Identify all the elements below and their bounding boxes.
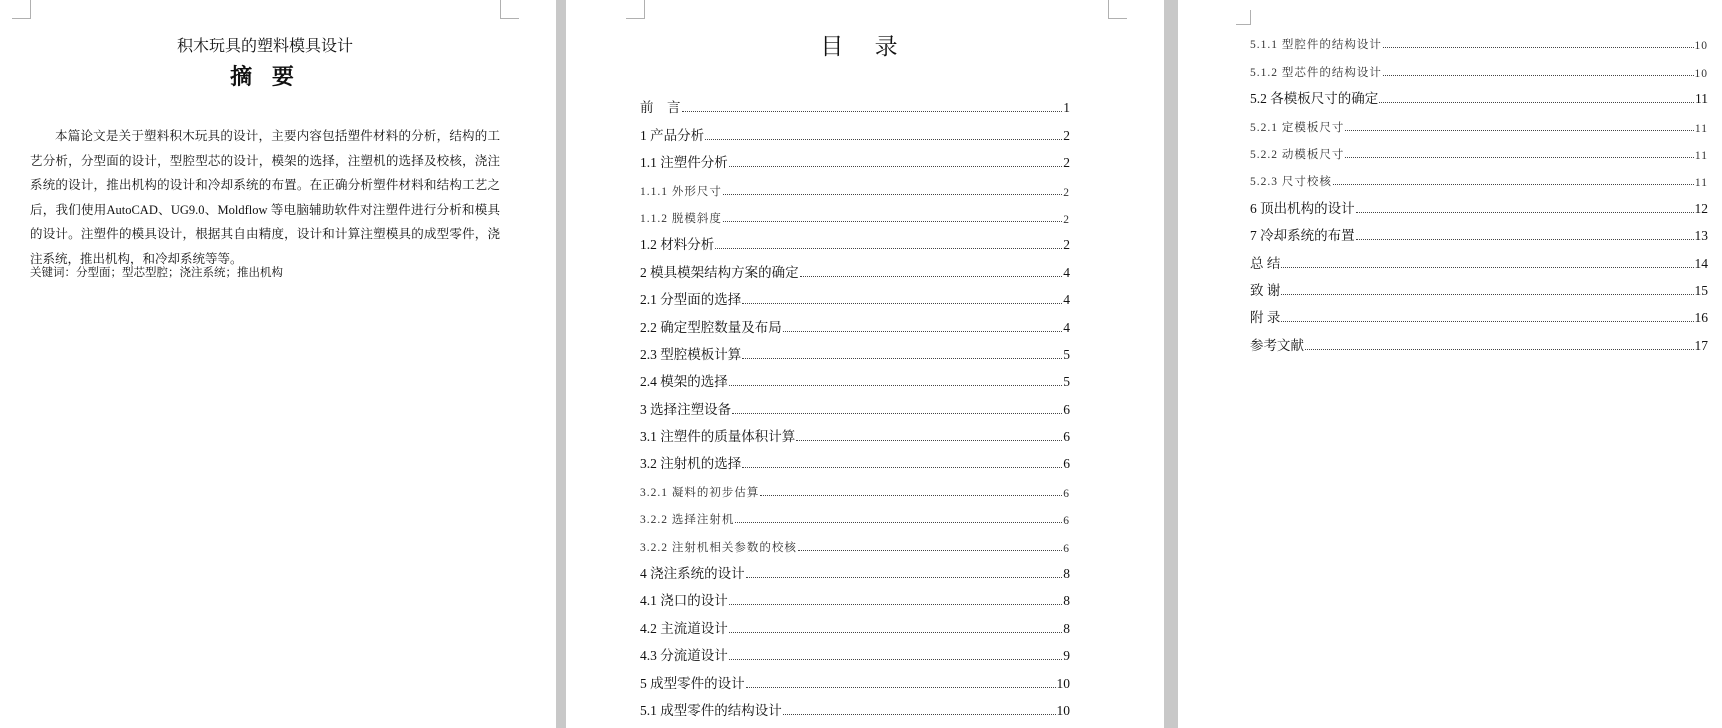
- toc-dot-leader: [705, 139, 1062, 140]
- toc-entry-page: 11: [1695, 91, 1708, 107]
- toc-entry-page: 6: [1063, 456, 1070, 472]
- margin-corner-mark: [1108, 0, 1127, 19]
- toc-entry-page: 11: [1694, 149, 1708, 162]
- toc-dot-leader: [1281, 267, 1693, 268]
- toc-dot-leader: [1356, 239, 1694, 240]
- toc-entry-label: 参考文献: [1250, 337, 1304, 353]
- toc-entry-label: 2.3 型腔模板计算: [640, 346, 742, 362]
- toc-dot-leader: [746, 577, 1063, 578]
- toc-entry-label: 5.2.2 动模板尺寸: [1250, 148, 1345, 161]
- toc-entry-label: 5.2.1 定模板尺寸: [1250, 121, 1345, 134]
- toc-entry[interactable]: [1250, 25, 1708, 52]
- toc-entry-label: 5.1 成型零件的结构设计: [640, 702, 782, 718]
- toc-dot-leader: [732, 413, 1062, 414]
- toc-entry[interactable]: [640, 500, 1070, 527]
- toc-entry[interactable]: [640, 308, 1070, 335]
- toc-entry-page: 2: [1063, 237, 1070, 253]
- toc-entry-page: 10: [1694, 40, 1708, 53]
- toc-entry-page: 8: [1063, 620, 1070, 636]
- toc-entry-label: 3.2.2 注射机相关参数的校核: [640, 541, 797, 554]
- toc-entry-page: 15: [1694, 282, 1708, 298]
- toc-entry[interactable]: [640, 609, 1070, 636]
- toc-entry-page: 1: [1063, 100, 1070, 116]
- toc-entry-label: 5.1.2 型芯件的结构设计: [1250, 66, 1382, 79]
- toc-entry-label: 2.1 分型面的选择: [640, 292, 742, 308]
- toc-entry-page: 6: [1063, 487, 1070, 500]
- toc-entry[interactable]: [640, 144, 1070, 171]
- toc-dot-leader: [783, 331, 1063, 332]
- page-gutter: [1164, 0, 1178, 728]
- toc-entry-label: 1.1.2 脱模斜度: [640, 212, 722, 225]
- toc-dot-leader: [729, 632, 1063, 633]
- toc-entry[interactable]: [640, 445, 1070, 472]
- toc-dot-leader: [1379, 102, 1694, 103]
- toc-entry-label: 3.2.1 凝料的初步估算: [640, 486, 760, 499]
- margin-corner-mark: [12, 0, 31, 19]
- page-abstract: [0, 0, 556, 728]
- toc-entry[interactable]: [640, 253, 1070, 280]
- toc-entry-label: 4.2 主流道设计: [640, 620, 728, 636]
- toc-entry[interactable]: [1250, 189, 1708, 216]
- toc-entry-page: 2: [1063, 155, 1070, 171]
- toc-entry-page: 2: [1063, 186, 1070, 199]
- toc-entry-page: 6: [1063, 515, 1070, 528]
- toc-dot-leader: [1305, 349, 1694, 350]
- toc-entry-page: 17: [1694, 337, 1708, 353]
- toc-dot-leader: [742, 467, 1062, 468]
- keywords-line: 关键词：分型面；型芯型腔；浇注系统；推出机构: [30, 265, 283, 279]
- toc-entry[interactable]: [640, 363, 1070, 390]
- toc-entry[interactable]: [640, 472, 1070, 499]
- toc-dot-leader: [760, 495, 1062, 496]
- toc-entry[interactable]: [1250, 162, 1708, 189]
- toc-dot-leader: [723, 221, 1062, 222]
- toc-entry-page: 16: [1694, 310, 1708, 326]
- toc-entry[interactable]: [640, 390, 1070, 417]
- toc-entry-page: 10: [1056, 702, 1070, 718]
- toc-entry-label: 附 录: [1250, 310, 1281, 326]
- toc-entry-label: 2 模具模架结构方案的确定: [640, 264, 799, 280]
- toc-entry-page: 12: [1694, 200, 1708, 216]
- toc-dot-leader: [682, 111, 1063, 112]
- toc-entry[interactable]: [640, 582, 1070, 609]
- toc-dot-leader: [729, 659, 1063, 660]
- toc-entry-label: 7 冷却系统的布置: [1250, 228, 1355, 244]
- toc-entry-page: 10: [1056, 675, 1070, 691]
- toc-dot-leader: [798, 550, 1062, 551]
- toc-dot-leader: [796, 440, 1062, 441]
- toc-entry[interactable]: [1250, 217, 1708, 244]
- toc-entry-page: 6: [1063, 401, 1070, 417]
- abstract-body: 本篇论文是关于塑料积木玩具的设计，主要内容包括塑件材料的分析，结构的工艺分析，分型面的设计，型腔型芯的设计，模架的选择，注塑机的选择及校核，浇注系统的设计，推出机构的设计和冷却系统的布置。在正确分析塑件材料和结构工艺之后，我们使用AutoCAD、UG9.0、Moldflow 等电脑辅助软件对注塑件进行分析和模具的设计。注塑件的模具设计，根据其自由精度，设计和计算注塑模具的成型零件，浇注系统，推出机构，和冷却系统等等。: [30, 129, 500, 266]
- toc-entry-page: 2: [1063, 127, 1070, 143]
- toc-entry[interactable]: [1250, 272, 1708, 299]
- toc-entry[interactable]: [1250, 326, 1708, 353]
- page-toc-continued: [1178, 0, 1722, 728]
- toc-entry[interactable]: [1250, 135, 1708, 162]
- toc-entry[interactable]: [640, 199, 1070, 226]
- toc-entry-label: 5.1.1 型腔件的结构设计: [1250, 39, 1382, 52]
- toc-entry[interactable]: [640, 637, 1070, 664]
- toc-entry-label: 1.2 材料分析: [640, 237, 715, 253]
- toc-entry-page: 11: [1694, 122, 1708, 135]
- toc-entry[interactable]: [640, 664, 1070, 691]
- toc-entry-label: 3.1 注塑件的质量体积计算: [640, 429, 796, 445]
- toc-entry-label: 1.1.1 外形尺寸: [640, 185, 722, 198]
- toc-dot-leader: [729, 385, 1063, 386]
- toc-entry-page: 13: [1694, 228, 1708, 244]
- toc-entry[interactable]: [1250, 52, 1708, 79]
- toc-entry[interactable]: [640, 527, 1070, 554]
- toc-entry-label: 4 浇注系统的设计: [640, 566, 745, 582]
- toc-entry[interactable]: [640, 555, 1070, 582]
- toc-dot-leader: [1333, 184, 1694, 185]
- toc-dot-leader: [1345, 130, 1694, 131]
- toc-entry-label: 3.2 注射机的选择: [640, 456, 742, 472]
- toc-entry-label: 4.1 浇口的设计: [640, 593, 728, 609]
- abstract-heading: 摘 要: [230, 65, 300, 90]
- toc-entry-label: 总 结: [1250, 255, 1281, 271]
- toc-heading: 目 录: [820, 34, 910, 60]
- toc-entry-label: 致 谢: [1250, 282, 1281, 298]
- toc-dot-leader: [715, 248, 1062, 249]
- toc-dot-leader: [723, 194, 1062, 195]
- toc-entry-label: 4.3 分流道设计: [640, 648, 728, 664]
- toc-entry-page: 5: [1063, 374, 1070, 390]
- toc-entry-label: 6 顶出机构的设计: [1250, 200, 1355, 216]
- toc-entry-label: 前 言: [640, 100, 681, 116]
- toc-entry[interactable]: [1250, 107, 1708, 134]
- toc-entry-label: 2.4 模架的选择: [640, 374, 728, 390]
- toc-entry-page: 4: [1063, 319, 1070, 335]
- toc-dot-leader: [742, 303, 1062, 304]
- toc-entry-label: 5.2.3 尺寸校核: [1250, 176, 1332, 189]
- toc-entry-page: 6: [1063, 429, 1070, 445]
- toc-entry-label: 5 成型零件的设计: [640, 675, 745, 691]
- document-title: 积木玩具的塑料模具设计: [176, 36, 353, 55]
- toc-entry-page: 6: [1063, 542, 1070, 555]
- toc-list: [640, 89, 1070, 719]
- toc-dot-leader: [1345, 157, 1694, 158]
- toc-entry-label: 5.2 各模板尺寸的确定: [1250, 91, 1379, 107]
- toc-list: [1250, 25, 1708, 354]
- toc-entry-label: 3 选择注塑设备: [640, 401, 732, 417]
- toc-dot-leader: [742, 358, 1062, 359]
- toc-entry-page: 9: [1063, 648, 1070, 664]
- toc-entry-page: 10: [1694, 67, 1708, 80]
- toc-dot-leader: [1281, 294, 1693, 295]
- toc-dot-leader: [1383, 75, 1694, 76]
- page-toc: [566, 0, 1164, 728]
- toc-entry-page: 8: [1063, 593, 1070, 609]
- page-gutter: [556, 0, 566, 728]
- toc-dot-leader: [1356, 212, 1694, 213]
- toc-entry[interactable]: [640, 692, 1070, 719]
- toc-dot-leader: [1281, 321, 1693, 322]
- toc-entry-page: 14: [1694, 255, 1708, 271]
- toc-entry-label: 2.2 确定型腔数量及布局: [640, 319, 782, 335]
- toc-entry-label: 1.1 注塑件分析: [640, 155, 728, 171]
- toc-entry[interactable]: [1250, 299, 1708, 326]
- toc-entry[interactable]: [640, 281, 1070, 308]
- toc-entry[interactable]: [1250, 244, 1708, 271]
- toc-entry-page: 11: [1694, 177, 1708, 190]
- toc-entry[interactable]: [1250, 80, 1708, 107]
- toc-entry-label: 1 产品分析: [640, 127, 705, 143]
- toc-entry-page: 4: [1063, 264, 1070, 280]
- toc-entry[interactable]: [640, 171, 1070, 198]
- toc-dot-leader: [800, 276, 1063, 277]
- toc-entry-page: 2: [1063, 213, 1070, 226]
- toc-entry-page: 4: [1063, 292, 1070, 308]
- margin-corner-mark: [500, 0, 519, 19]
- toc-dot-leader: [729, 166, 1063, 167]
- toc-dot-leader: [1383, 47, 1694, 48]
- toc-dot-leader: [783, 714, 1056, 715]
- toc-entry[interactable]: [640, 89, 1070, 116]
- toc-entry[interactable]: [640, 336, 1070, 363]
- toc-dot-leader: [746, 687, 1056, 688]
- toc-entry[interactable]: [640, 418, 1070, 445]
- toc-dot-leader: [735, 522, 1062, 523]
- toc-entry-page: 8: [1063, 566, 1070, 582]
- margin-corner-mark: [1236, 10, 1251, 25]
- toc-entry[interactable]: [640, 226, 1070, 253]
- toc-entry-label: 3.2.2 选择注射机: [640, 514, 735, 527]
- toc-dot-leader: [729, 604, 1063, 605]
- toc-entry[interactable]: [640, 116, 1070, 143]
- toc-entry-page: 5: [1063, 346, 1070, 362]
- margin-corner-mark: [626, 0, 645, 19]
